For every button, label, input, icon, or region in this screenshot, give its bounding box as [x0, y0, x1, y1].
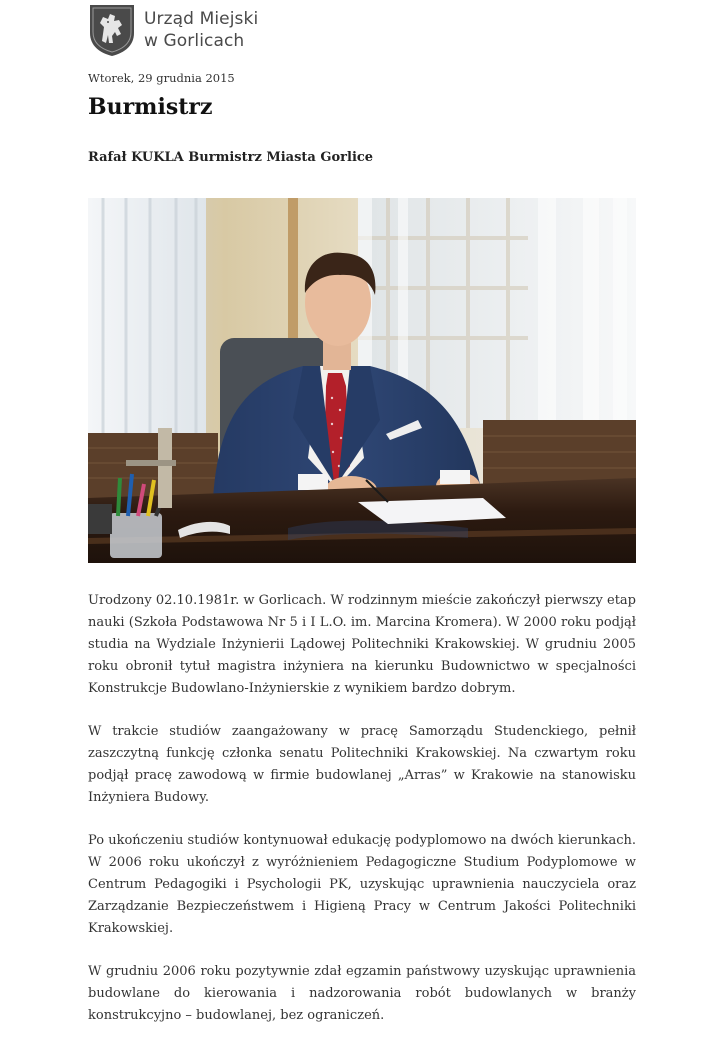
article-subtitle: Rafał KUKLA Burmistrz Miasta Gorlice — [88, 150, 374, 165]
article-body — [88, 590, 636, 1048]
portrait-photo — [88, 198, 636, 563]
article-paragraph: Urodzony 02.10.1981r. w Gorlicach. W rodzinnym mieście zakończył pierwszy etap nauki (Szkoła Podstawowa Nr 5 i I L.O. im. Marcina Kromera). W 2000 roku podjął studia na Wydziale Inżynierii Lądowej Politechniki Krakowskiej. W grudniu 2005 roku obronił tytuł magistra inżyniera na kierunku Budownictwo w specjalności Konstrukcje Budowlano-Inżynierskie z wynikiem bardzo dobrym. — [88, 593, 636, 696]
site-logo-text[interactable] — [144, 8, 258, 52]
logo-line-2: w Gorlicach — [144, 31, 245, 51]
article-paragraph: W grudniu 2006 roku pozytywnie zdał egzamin państwowy uzyskując uprawnienia budowlane do kierowania i nadzorowania robót budowlanych w branży konstrukcyjno – budowlanej, bez ograniczeń. — [88, 964, 636, 1023]
article-date: Wtorek, 29 grudnia 2015 — [88, 71, 235, 85]
logo-line-1: Urząd Miejski — [144, 9, 259, 29]
coat-of-arms-icon[interactable] — [88, 3, 136, 57]
site-header — [88, 0, 258, 60]
page-title: Burmistrz — [88, 94, 213, 120]
article-paragraph: W trakcie studiów zaangażowany w pracę Samorządu Studenckiego, pełnił zaszczytną funkcję członka senatu Politechniki Krakowskiej. Na czwartym roku podjął pracę zawodową w firmie budowlanej „Arras” w Krakowie na stanowisku Inżyniera Budowy. — [88, 724, 636, 805]
article-paragraph: Po ukończeniu studiów kontynuował edukację podyplomowo na dwóch kierunkach. W 2006 roku ukończył z wyróżnieniem Pedagogiczne Studium Podyplomowe w Centrum Pedagogiki i Psychologii PK, uzyskując uprawnienia nauczyciela oraz Zarządzanie Bezpieczeństwem i Higieną Pracy w Centrum Jakości Politechniki Krakowskiej. — [88, 833, 636, 936]
